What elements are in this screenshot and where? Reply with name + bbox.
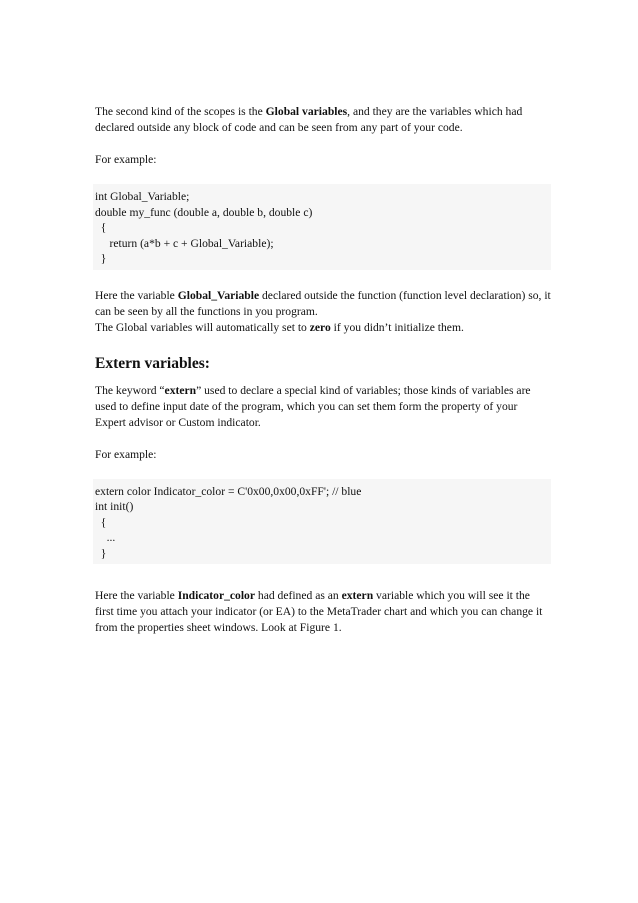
code-line: } bbox=[95, 546, 107, 560]
section-heading-extern-variables: Extern variables: bbox=[95, 354, 210, 372]
text-run: , and they are the variables which had declared outside any block of code and can be seen from any part of your code. bbox=[95, 105, 523, 134]
code-line: { bbox=[95, 515, 107, 529]
text-run: ” used to declare a special kind of variables; those kinds of variables are used to define input date of the program, which you can set them form the property of your Expert advisor or Custom indicator. bbox=[95, 383, 531, 429]
text-run: variable which you will see it the first time you attach your indicator (or EA) to the MetaTrader chart and which you can change it from the properties sheet windows. Look at Figure 1. bbox=[95, 589, 543, 634]
text-run: Here the variable bbox=[95, 589, 178, 602]
bold-term-global-variables: Global variables bbox=[265, 105, 348, 118]
text-run: if you didn’t initialize them. bbox=[330, 320, 464, 334]
code-line: double my_func (double a, double b, double c) bbox=[95, 205, 313, 219]
global-variables-intro-paragraph bbox=[95, 104, 551, 136]
text-run: had defined as an bbox=[255, 589, 342, 602]
bold-term-zero: zero bbox=[309, 320, 331, 334]
global-variable-explanation-paragraph bbox=[95, 288, 551, 320]
code-line: ... bbox=[95, 531, 116, 544]
code-line: } bbox=[95, 252, 107, 265]
code-line: extern color Indicator_color = C'0x00,0x00,0xFF'; // blue bbox=[95, 484, 362, 498]
page-content bbox=[95, 104, 551, 636]
code-line: int Global_Variable; bbox=[95, 190, 190, 203]
example-label: For example: bbox=[95, 447, 157, 461]
text-run: The keyword “ bbox=[95, 383, 165, 397]
text-run: Here the variable bbox=[95, 288, 178, 302]
global-variable-zero-paragraph bbox=[95, 320, 551, 336]
code-block-global-variable bbox=[93, 184, 551, 270]
bold-term-indicator-color: Indicator_color bbox=[177, 589, 255, 602]
code-line: int init() bbox=[95, 500, 134, 513]
example-label: For example: bbox=[95, 153, 157, 166]
code-line: { bbox=[95, 221, 107, 234]
bold-term-extern: extern bbox=[341, 589, 374, 602]
bold-term-global-variable: Global_Variable bbox=[177, 288, 260, 302]
extern-keyword-paragraph bbox=[95, 383, 551, 431]
code-line: return (a*b + c + Global_Variable); bbox=[95, 236, 274, 250]
text-run: The second kind of the scopes is the bbox=[95, 105, 266, 118]
indicator-color-explanation-paragraph bbox=[95, 588, 551, 636]
text-run: declared outside the function (function level declaration) so, it can be seen by all the functions in you program. bbox=[95, 288, 551, 318]
bold-term-extern: extern bbox=[164, 383, 197, 397]
code-block-extern-variable bbox=[93, 479, 551, 565]
text-run: The Global variables will automatically set to bbox=[95, 320, 310, 334]
